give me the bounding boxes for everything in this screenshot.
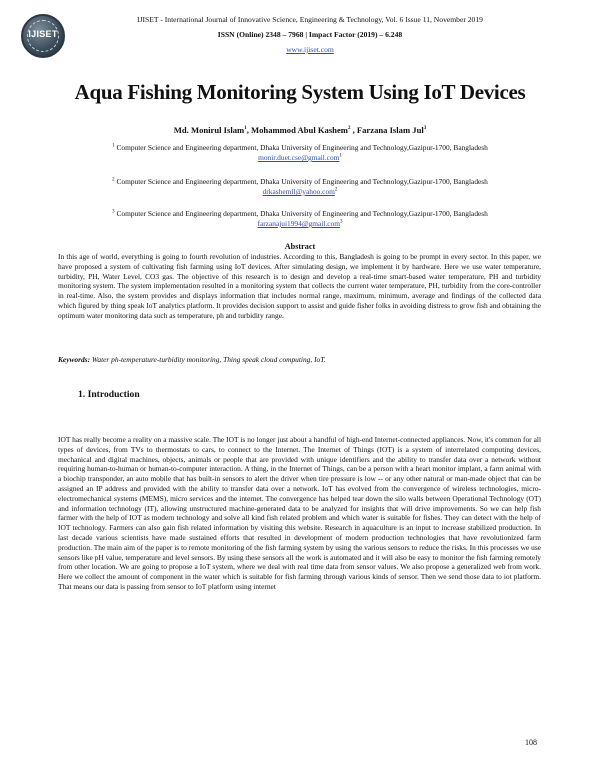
email-link[interactable]: drkashemll@yahoo.com	[262, 187, 335, 196]
affiliation	[20, 143, 580, 163]
keywords-text: Water ph-temperature-turbidity monitoring, Thing speak cloud computing, IoT.	[91, 355, 326, 364]
section-heading-introduction: 1. Introduction	[78, 389, 140, 400]
logo-text: IJISET	[28, 29, 58, 39]
journal-website-link[interactable]: www.ijiset.com	[286, 45, 334, 54]
email-sup: 2	[334, 187, 338, 193]
author-list	[20, 125, 580, 135]
author-separator: ,	[350, 125, 357, 135]
email-link[interactable]: farzanajui1994@gmail.com	[257, 219, 341, 228]
affiliation	[20, 209, 580, 229]
affiliation-text: Computer Science and Engineering department, Dhaka University of Engineering and Technology,Gazipur-1700, Bangladesh	[116, 177, 488, 186]
affiliation-sup: 2	[112, 177, 115, 183]
affiliation-text: Computer Science and Engineering department, Dhaka University of Engineering and Technology,Gazipur-1700, Bangladesh	[116, 143, 488, 152]
author-name: Farzana Islam Jul	[356, 125, 424, 135]
author-sup: 1	[244, 126, 247, 132]
journal-logo	[21, 14, 65, 58]
author-name: Md. Monirul Islam	[173, 125, 245, 135]
introduction-text: IOT has really become a reality on a massive scale. The IOT is no longer just about a handful of high-end Internet-connected appliances. Now, it's common for all types of devices, from TVs to thermostats to cars, to connect to the Internet. The Internet of Things (IOT) is a system of interrelated computing devices, mechanical and digital machines, objects, animals or people that are provided with unique identifiers and the ability to transfer data over a network without requiring human-to-human or human-to-computer interaction. A thing, in the Internet of Things, can be a person with a heart monitor implant, a farm animal with a biochip transponder, an auto mobile that has built-in sensors to alert the driver when tire pressure is low -- or any other natural or man-made object that can be assigned an IP address and provided with the ability to transfer data over a network. IoT has evolved from the convergence of wireless technologies, micro- electromechanical systems (MEMS), micro services and the internet. The convergence has helped tear down the silo walls between Operational Technology (OT) and information technology (IT), allowing unstructured machine-generated data to be analyzed for insights that will drive improvements. So we can help fish farmer with the help of IOT as modern technology and solve all kind fish related problem and which water is suitable for fishes. They can detect with the help of IOT technology. Farmers can also gain fish related information by visiting this website. Research in aquaculture is an input to increase stabilized production. In last decade various scientists have made sustained efforts that resulted in development of modern production technologies that have revolutionized farm production. The main aim of the paper is to remote monitoring of the fish farming system by using the various sensors to reduce the risks. In this processes we use sensors like pH value, temperature and level sensors. By using these sensors all the work is automated and it will also be easy to monitor the fish farming remotely from other location. We are going to propose a IoT system, where we deal with real time data from sensor values. We also propose a generalized web from work. Here we collect the amount of component in the water which is suitable for fish farming through various kinds of sensor. Then we send those data to iot platform. That means our data is passing from sensor to IoT platform using internet	[58, 435, 541, 591]
email-sup: 3	[340, 219, 343, 225]
affiliation-text: Computer Science and Engineering department, Dhaka University of Engineering and Technology,Gazipur-1700, Bangladesh	[116, 209, 488, 218]
paper-title: Aqua Fishing Monitoring System Using IoT Devices	[74, 80, 526, 104]
affiliation	[20, 177, 580, 197]
keywords-label: Keywords:	[58, 355, 91, 364]
issn-line: ISSN (Online) 2348 – 7968 | Impact Factor (2019) – 6.248	[217, 30, 403, 39]
affiliation-sup: 3	[112, 209, 115, 215]
journal-header-line: IJISET - International Journal of Innovative Science, Engineering & Technology, Vol. 6 Issue 11, November 2019	[137, 15, 483, 24]
author-separator: ,	[246, 125, 251, 135]
email-link[interactable]: monir.duet.cse@gmail.com	[258, 153, 340, 162]
author-name: Mohammod Abul Kashem	[251, 125, 348, 135]
page-number: 108	[525, 738, 537, 747]
abstract-text: In this age of world, everything is going to fourth revolution of industries. According to this, Bangladesh is going to be prompt in every sector. In this paper, we have proposed a system of cultivating fish farming using IoT devices. After simulating design, we implement it by hardware. Here we use water temperature, turbidity, PH, Water Level, CO3 gas. The objective of this research is to design and develop a real-time smart-based water temperature, PH and turbidity monitoring system. The system implementation resulted in a monitoring system that collects the current water temperature, PH, turbidity from the core-controller in real-time. Also, the system provides and displays information that includes normal range, maximum, minimum, average and findings of the collected data which figured by thing speak IoT analytics platform. It provides decision support to assist and guide fisher folks in avoiding distress to grow fish and obtaining the optimum water monitoring data such as temperature, ph and turbidity range.	[58, 252, 541, 320]
email-sup: 1	[339, 153, 342, 159]
affiliation-sup: 1	[112, 143, 115, 149]
abstract-heading: Abstract	[284, 242, 316, 251]
author-sup: 2	[347, 126, 351, 132]
keywords	[58, 355, 541, 365]
author-sup: 3	[423, 126, 427, 132]
